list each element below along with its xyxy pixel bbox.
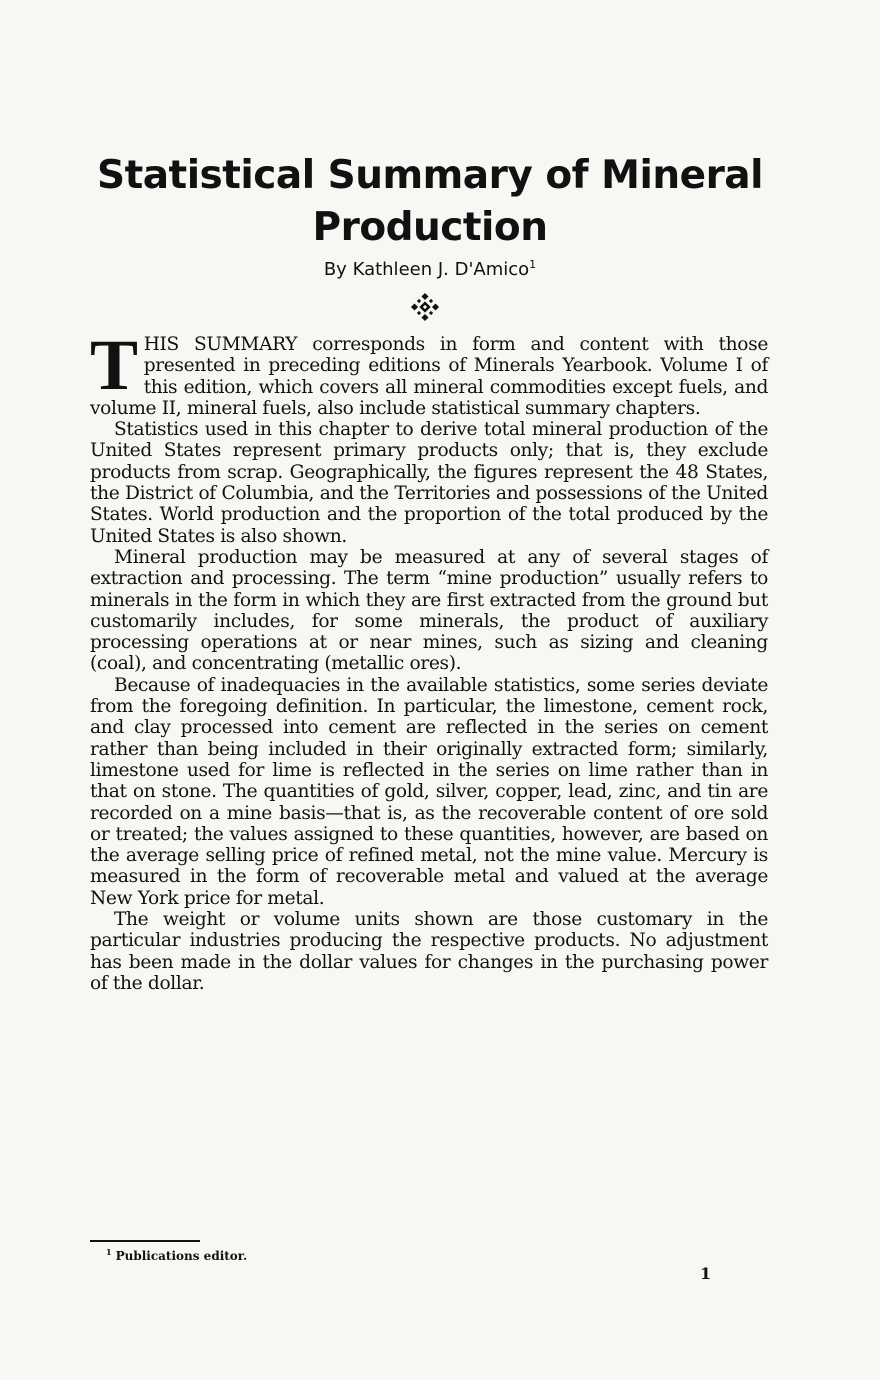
drop-cap: T <box>90 325 138 405</box>
footnote <box>106 1248 247 1264</box>
paragraph-5: The weight or volume units shown are those customary in the particular industries producing the respective products. No adjustment has been made in the dollar values for changes in the purchasing power of the dollar. <box>90 909 768 994</box>
footnote-marker: 1 <box>106 1247 112 1257</box>
footnote-reference: 1 <box>529 258 537 271</box>
diamond-ornament-icon <box>410 292 440 322</box>
paragraph-1-text: HIS SUMMARY corresponds in form and content with those presented in preceding editions of Minerals Yearbook. Volume I of this edition, which covers all mineral commodities except fuels, and volume II, mineral fuels, also include statistical summary chapters. <box>90 334 768 419</box>
paragraph-4: Because of inadequacies in the available statistics, some series deviate from the foregoing definition. In particular, the limestone, cement rock, and clay processed into cement are reflected in the series on cement rather than being included in their originally extracted form; similarly, limestone used for lime is reflected in the series on lime rather than in that on stone. The quantities of gold, silver, copper, lead, zinc, and tin are recorded on a mine basis—that is, as the recoverable content of ore sold or treated; the values assigned to these quantities, however, are based on the average selling price of refined metal, not the mine value. Mercury is measured in the form of recoverable metal and valued at the average New York price for metal. <box>90 674 768 909</box>
paragraph-1 <box>90 325 768 419</box>
page-title: Statistical Summary of Mineral Production <box>97 153 763 250</box>
article-body <box>90 325 768 994</box>
byline-prefix: By <box>323 259 347 280</box>
footnote-divider <box>90 1240 200 1242</box>
footnote-text: Publications editor. <box>115 1249 248 1263</box>
page-number: 1 <box>700 1264 712 1283</box>
paragraph-3: Mineral production may be measured at any of several stages of extraction and processing. The term “mine production” usually refers to minerals in the form in which they are first extracted from the ground but customarily includes, for some minerals, the product of auxiliary processing operations at or near mines, such as sizing and cleaning (coal), and concentrating (metallic ores). <box>90 546 768 675</box>
author-name: Kathleen J. D'Amico <box>352 259 530 280</box>
paragraph-2: Statistics used in this chapter to derive total mineral production of the United States represent primary products only; that is, they exclude products from scrap. Geographically, the figures represent the 48 States, the District of Columbia, and the Territories and possessions of the United States. World production and the proportion of the total produced by the United States is also shown. <box>90 419 768 547</box>
byline <box>90 258 770 282</box>
